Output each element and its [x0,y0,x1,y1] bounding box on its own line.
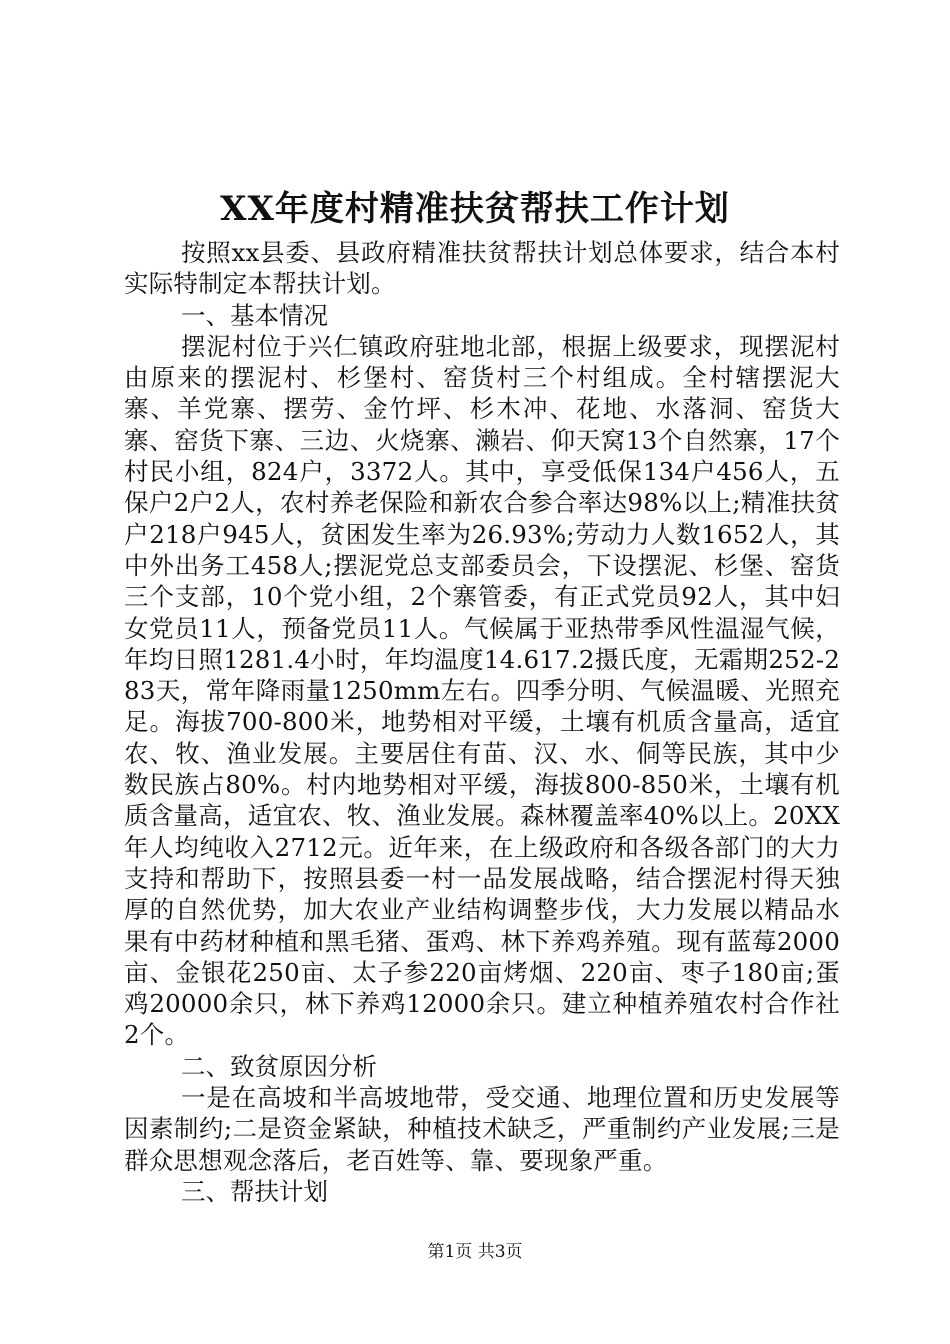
section-heading-assistance-plan: 三、帮扶计划 [181,1176,328,1206]
document-title: XX年度村精准扶贫帮扶工作计划 [220,189,730,229]
basic-situation-paragraph: 摆泥村位于兴仁镇政府驻地北部，根据上级要求，现摆泥村由原来的摆泥村、杉堡村、窑货村三个村组成。全村辖摆泥大寨、羊党寨、摆劳、金竹坪、杉木冲、花地、水落洞、窑货大寨、窑货下寨、三边、火烧寨、濑岩、仰天窝13个自然寨，17个村民小组，824户，3372人。其中，享受低保134户456人，五保户2户2人，农村养老保险和新农合参合率达98%以上;精准扶贫户218户945人，贫困发生率为26.93%;劳动力人数1652人，其中外出务工458人;摆泥党总支部委员会，下设摆泥、杉堡、窑货三个支部，10个党小组，2个寨管委，有正式党员92人，其中妇女党员11人，预备党员11人。气候属于亚热带季风性温湿气候，年均日照1281.4小时，年均温度14.617.2摄氏度，无霜期252-283天，常年降雨量1250mm左右。四季分明、气候温暖、光照充足。海拔700-800米，地势相对平缓，土壤有机质含量高，适宜农、牧、渔业发展。主要居住有苗、汉、水、侗等民族，其中少数民族占80%。村内地势相对平缓，海拔800-850米，土壤有机质含量高，适宜农、牧、渔业发展。森林覆盖率40%以上。20XX年人均纯收入2712元。近年来，在上级政府和各级各部门的大力支持和帮助下，按照县委一村一品发展战略，结合摆泥村得天独厚的自然优势，加大农业产业结构调整步伐，大力发展以精品水果有中药材种植和黑毛猪、蛋鸡、林下养鸡养殖。现有蓝莓2000亩、金银花250亩、太子参220亩烤烟、220亩、枣子180亩;蛋鸡20000余只，林下养鸡12000余只。建立种植养殖农村合作社2个。 [124,331,840,1050]
intro-paragraph: 按照xx县委、县政府精准扶贫帮扶计划总体要求，结合本村实际特制定本帮扶计划。 [124,238,840,299]
document-body [124,237,840,1207]
section-heading-poverty-causes: 二、致贫原因分析 [181,1051,377,1081]
page-footer: 第1页 共3页 [427,1242,523,1262]
section-heading-basic-situation: 一、基本情况 [181,300,328,330]
poverty-causes-paragraph: 一是在高坡和半高坡地带，受交通、地理位置和历史发展等因素制约;二是资金紧缺，种植技术缺乏，严重制约产业发展;三是群众思想观念落后，老百姓等、靠、要现象严重。 [124,1083,840,1175]
